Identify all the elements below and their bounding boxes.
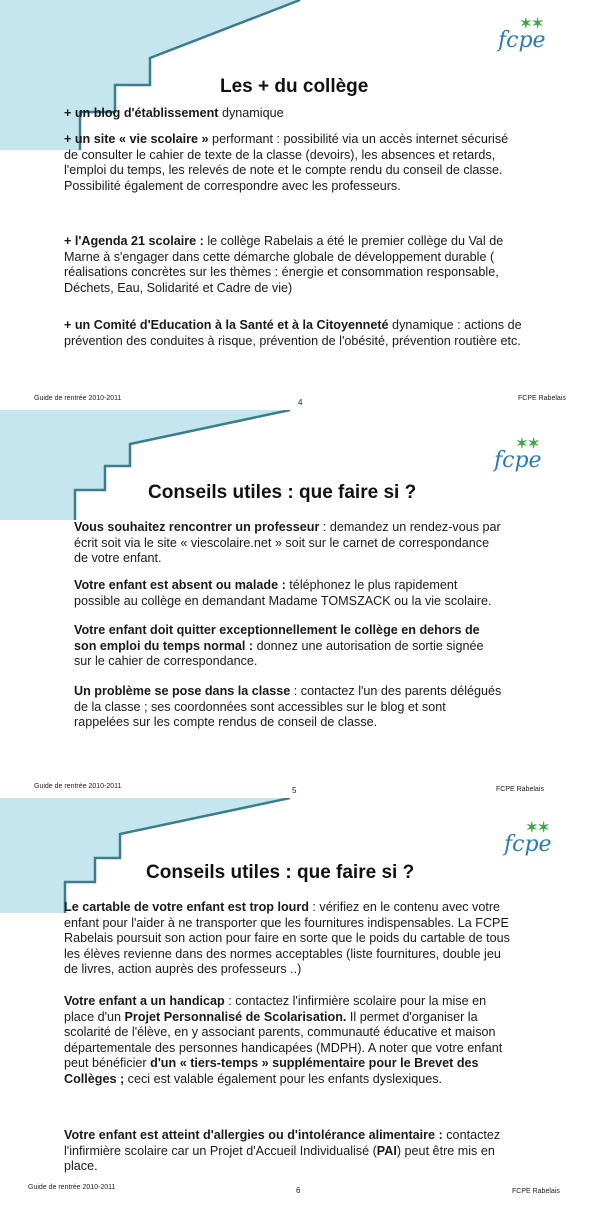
- item-quitter-college: Votre enfant doit quitter exceptionnellement le collège en dehors de son emploi du temps normal : donnez une autorisation de sortie signée sur le cahier de correspondance.: [74, 623, 484, 668]
- page-title: Conseils utiles : que faire si ?: [146, 862, 415, 883]
- footer-left: Guide de rentrée 2010-2011: [34, 783, 122, 790]
- item-probleme-classe: Un problème se pose dans la classe : contactez l'un des parents délégués de la classe ; ses coordonnées sont accessibles sur le blog et sont rappelées sur les compte rendus de conseil de classe.: [74, 684, 502, 729]
- item-cartable-lourd: Le cartable de votre enfant est trop lourd : vérifiez en le contenu avec votre enfant pour l'aider à ne transporter que les fournitures indispensables. La FCPE Rabelais poursuit son action pour faire en sorte que le poids du cartable de tous les élèves revienne dans des normes acceptables (liste fournitures, double jeu de livres, action auprès des professeurs ..): [64, 900, 510, 976]
- logo-star-icon: ✶✶: [526, 820, 550, 836]
- fcpe-logo: ✶✶ fcpe: [498, 16, 546, 53]
- stairs-decoration: [0, 410, 340, 530]
- item-blog: + un blog d'établissement dynamique: [64, 106, 284, 120]
- page-5: [0, 410, 600, 798]
- page-title: Les + du collège: [220, 76, 369, 97]
- footer-page-number: 4: [298, 398, 303, 407]
- item-comite-education: + un Comité d'Education à la Santé et à la Citoyenneté dynamique : actions de prévention des conduites à risque, prévention de l'obésité, prévention routière etc.: [64, 318, 522, 348]
- logo-star-icon: ✶✶: [520, 16, 544, 32]
- footer-right: FCPE Rabelais: [496, 786, 544, 793]
- item-allergies: Votre enfant est atteint d'allergies ou d'intolérance alimentaire : contactez l'infirmière scolaire car un Projet d'Accueil Individualisé (PAI) peut être mis en place.: [64, 1128, 501, 1173]
- footer-page-number: 6: [296, 1186, 301, 1195]
- stairs-decoration: [0, 0, 340, 150]
- page-title: Conseils utiles : que faire si ?: [148, 482, 417, 503]
- footer-right: FCPE Rabelais: [518, 395, 566, 402]
- item-handicap: Votre enfant a un handicap : contactez l'infirmière scolaire pour la mise en place d'un Projet Personnalisé de Scolarisation. Il permet d'organiser la scolarité de l'élève, en y associant parents, communauté éducative et maison départementale des personnes handicapées (MDPH). A noter que votre enfant peut bénéficier d'un « tiers-temps » supplémentaire pour le Brevet des Collèges ; ceci est valable également pour les enfants dyslexiques.: [64, 994, 503, 1086]
- fcpe-logo: ✶✶ fcpe: [504, 820, 552, 857]
- footer-left: Guide de rentrée 2010-2011: [34, 395, 122, 402]
- item-site-vie-scolaire: + un site « vie scolaire » performant : possibilité via un accès internet sécurisé de consulter le cahier de texte de la classe (devoirs), les absences et retards, l'emploi du temps, les relevés de note et le compte rendu du conseil de classe. Possibilité également de correspondre avec les professeurs.: [64, 132, 509, 193]
- fcpe-logo: ✶✶ fcpe: [494, 436, 542, 473]
- footer-page-number: 5: [292, 786, 297, 795]
- page-4: [0, 0, 600, 410]
- footer-right: FCPE Rabelais: [512, 1188, 560, 1195]
- item-absent-malade: Votre enfant est absent ou malade : téléphonez le plus rapidement possible au collège en demandant Madame TOMSZACK ou la vie scolaire.: [74, 578, 492, 608]
- footer-left: Guide de rentrée 2010-2011: [28, 1184, 116, 1191]
- item-rencontrer-professeur: Vous souhaitez rencontrer un professeur : demandez un rendez-vous par écrit soit via le site « viescolaire.net » soit sur le carnet de correspondance de votre enfant.: [74, 520, 501, 565]
- item-agenda-21: + l'Agenda 21 scolaire : le collège Rabelais a été le premier collège du Val de Marne à s'engager dans cette démarche globale de développement durable ( réalisations concrètes sur les thèmes : énergie et consommation responsable, Déchets, Eau, Solidarité et Cadre de vie): [64, 234, 504, 295]
- page-6: [0, 798, 600, 1208]
- logo-star-icon: ✶✶: [516, 436, 540, 452]
